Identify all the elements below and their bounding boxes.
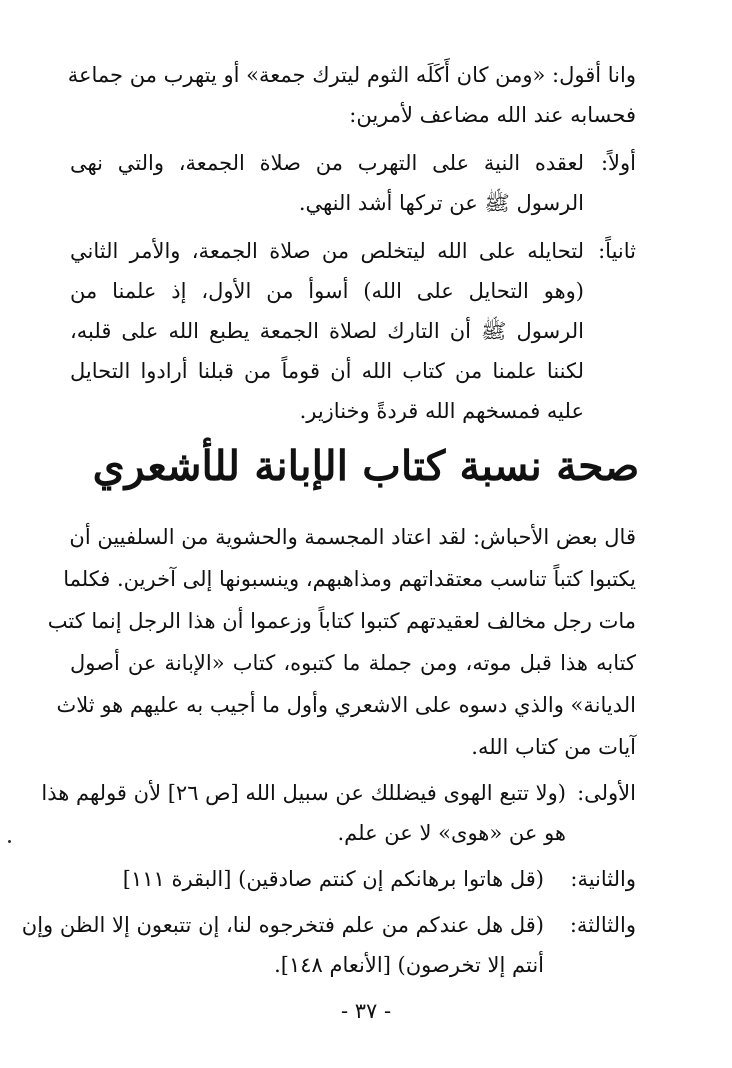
second-verse-label: والثانية:: [570, 867, 636, 891]
third-verse-line-2: أنتم إلا تخرصون) [الأنعام ١٤٨].: [274, 953, 544, 977]
first-verse-line-2: هو عن «هوى» لا عن علم.: [337, 821, 566, 845]
paragraph-line-2: يكتبوا كتباً تناسب معتقداتهم ومذاهبهم، وينسبونها إلى آخرين. فكلما: [63, 567, 636, 591]
first-verse-label: الأولى:: [577, 781, 636, 805]
first-reason-label: أولاً:: [600, 151, 636, 175]
second-reason-label: ثانياً:: [598, 239, 636, 263]
paragraph-line-4: كتابه هذا قبل موته، ومن جملة ما كتبوه، كتاب «الإبانة عن أصول: [70, 651, 636, 675]
first-reason-line-2: الرسول ﷺ عن تركها أشد النهي.: [298, 191, 584, 215]
section-heading: صحة نسبة كتاب الإبانة للأشعري: [92, 442, 640, 490]
paragraph-line-3: مات رجل مخالف لعقيدتهم كتبوا كتاباً وزعموا أن هذا الرجل إنما كتب: [47, 609, 636, 633]
first-verse-line-1: (ولا تتبع الهوى فيضللك عن سبيل الله [ص ٢٦] لأن قولهم هذا: [41, 781, 566, 805]
second-reason-line-2: (وهو التحايل على الله) أسوأ من الأول، إذ علمنا من: [70, 279, 584, 303]
paragraph-line-5: الديانة» والذي دسوه على الاشعري وأول ما أجيب به عليهم هو ثلاث: [56, 693, 636, 717]
third-verse-label: والثالثة:: [569, 913, 636, 937]
second-reason-line-1: لتحايله على الله ليتخلص من صلاة الجمعة، والأمر الثاني: [70, 239, 584, 263]
intro-line-2: فحسابه عند الله مضاعف لأمرين:: [349, 103, 636, 127]
second-reason-line-4: لكننا علمنا من كتاب الله أن قوماً من قبلنا أرادوا التحايل: [70, 359, 584, 383]
paragraph-line-6: آيات من كتاب الله.: [471, 735, 636, 759]
first-reason-line-1: لعقده النية على التهرب من صلاة الجمعة، والتي نهى: [70, 151, 584, 175]
second-verse-line: (قل هاتوا برهانكم إن كنتم صادقين) [البقرة ١١١]: [122, 867, 544, 891]
second-reason-line-5: عليه فمسخهم الله قردةً وخنازير.: [299, 399, 584, 423]
margin-dot: [8, 840, 11, 843]
page-number: - ٣٧ -: [340, 999, 392, 1023]
intro-line-1: وانا أقول: «ومن كان أَكَلَه الثوم ليترك جمعة» أو يتهرب من جماعة: [67, 63, 636, 87]
paragraph-line-1: قال بعض الأحباش: لقد اعتاد المجسمة والحشوية من السلفيين أن: [69, 525, 636, 549]
third-verse-line-1: (قل هل عندكم من علم فتخرجوه لنا، إن تتبعون إلا الظن وإن: [21, 913, 544, 937]
second-reason-line-3: الرسول ﷺ أن التارك لصلاة الجمعة يطبع الله على قلبه،: [70, 319, 584, 343]
